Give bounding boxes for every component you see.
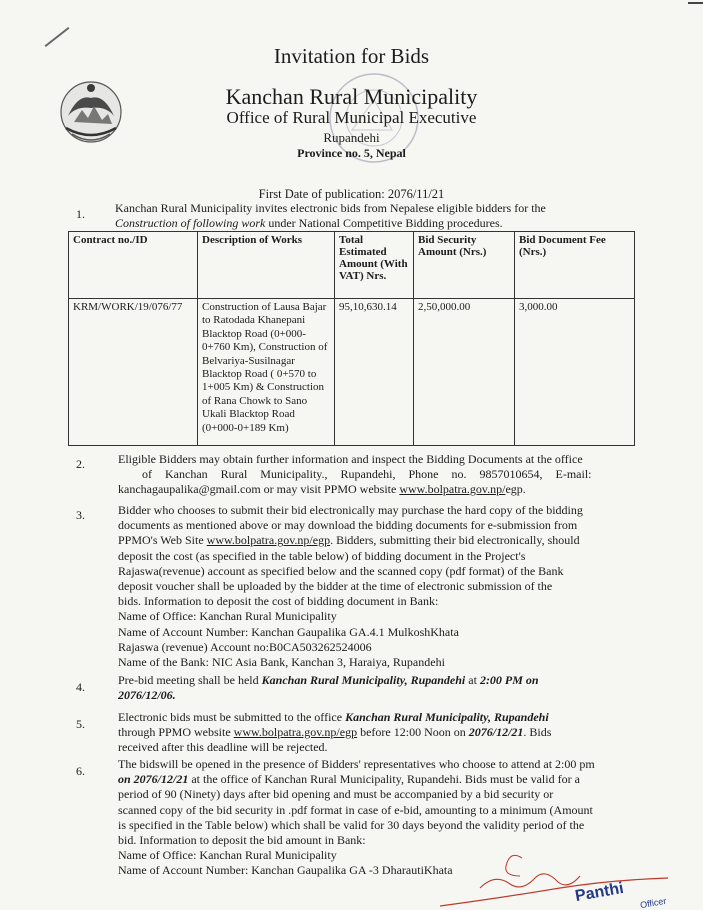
paragraph-number: 5. bbox=[76, 717, 85, 731]
text: PPMO's Web Site bbox=[118, 533, 207, 548]
signature bbox=[440, 848, 670, 908]
bank-info-line: Name of Office: Kanchan Rural Municipality bbox=[118, 848, 337, 863]
paragraph-number: 1. bbox=[76, 207, 85, 221]
bank-info-line: Name of Office: Kanchan Rural Municipality bbox=[118, 609, 337, 624]
text: under National Competitive Bidding procedures. bbox=[265, 216, 503, 231]
signature-name: Panthi bbox=[573, 879, 625, 906]
bank-info-line: Rajaswa (revenue) Account no:B0CA503262524006 bbox=[118, 639, 372, 654]
paragraph-5 bbox=[118, 710, 636, 756]
paragraph-line: deposit voucher shall be uploaded by the bidder at the time of electronic submission of the bbox=[118, 579, 553, 594]
paragraph-line: Rajaswa(revenue) account as specified below and the scanned copy (pdf format) of the Bank bbox=[118, 563, 564, 578]
paragraph-line: period of 90 (Ninety) days after bid opening and must be accompanied by a bid security or bbox=[118, 787, 554, 802]
paragraph-line bbox=[118, 533, 636, 548]
paragraph-line bbox=[118, 673, 636, 688]
paragraph-4 bbox=[118, 673, 636, 703]
bold-italic-text: on 2076/12/21 bbox=[118, 772, 189, 787]
text: at bbox=[465, 673, 480, 687]
text: at the office of Kanchan Rural Municipality, Rupandehi. Bids must be valid for a bbox=[188, 772, 580, 787]
paragraph-2 bbox=[118, 452, 636, 498]
paragraph-line: deposit the cost (as specified in the table below) of bidding document in the Project's bbox=[118, 548, 526, 563]
estimated-amount: 95,10,630.14 bbox=[335, 299, 414, 446]
bid-security: 2,50,000.00 bbox=[414, 299, 515, 446]
paragraph-line: bid. Information to deposit the bid amount in Bank: bbox=[118, 833, 366, 848]
municipality-name: Kanchan Rural Municipality bbox=[225, 84, 478, 109]
paragraph-3 bbox=[118, 503, 636, 670]
paragraph-line bbox=[118, 482, 636, 497]
signature-title: Officer bbox=[639, 895, 668, 910]
column-header: Bid Security Amount (Nrs.) bbox=[414, 232, 515, 299]
ppmo-link[interactable]: www.bolpatra.gov.np/egp bbox=[206, 533, 331, 548]
paragraph-line: The bidswill be opened in the presence of Bidders' representatives who choose to attend at 2:00 pm bbox=[118, 757, 595, 771]
paragraph-number: 3. bbox=[76, 508, 85, 522]
document-title: Invitation for Bids bbox=[273, 44, 430, 68]
paragraph-line bbox=[118, 710, 636, 725]
text: before 12:00 Noon on bbox=[357, 725, 469, 740]
ppmo-link[interactable]: www.bolpatra.gov.np/egp bbox=[233, 725, 358, 740]
text: Pre-bid meeting shall be held bbox=[118, 673, 262, 687]
paragraph-line: Eligible Bidders may obtain further information and inspect the Bidding Documents at the office bbox=[118, 452, 583, 466]
work-description: Construction of Lausa Bajar to Ratodada Khanepani Blacktop Road (0+000-0+760 Km), Construction of Belvariya-Susilnagar Blacktop Road ( 0+570 to 1+005 Km) & Construction of Rana Chowk to Sano Ukali Blacktop Road (0+000-0+189 Km) bbox=[198, 299, 335, 446]
district-name: Rupandehi bbox=[323, 130, 380, 145]
bold-italic-text: 2:00 PM on bbox=[479, 673, 539, 687]
bold-italic-text: Kanchan Rural Municipality, Rupandehi bbox=[345, 710, 549, 724]
edge-rule bbox=[688, 2, 703, 4]
bank-info-line: Name of the Bank: NIC Asia Bank, Kanchan 3, Haraiya, Rupandehi bbox=[118, 655, 445, 670]
text: through PPMO website bbox=[118, 725, 234, 740]
paragraph-line: scanned copy of the bid security in .pdf format in case of e-bid, amounting to a minimum (Amount bbox=[118, 802, 593, 817]
paragraph-number: 6. bbox=[76, 764, 85, 778]
bid-document-fee: 3,000.00 bbox=[515, 299, 635, 446]
bank-info-line: Name of Account Number: Kanchan Gaupalika GA -3 DharautiKhata bbox=[118, 863, 453, 878]
bank-info-line: Name of Account Number: Kanchan Gaupalika GA.4.1 MulkoshKhata bbox=[118, 624, 459, 639]
paragraph-number: 2. bbox=[76, 457, 85, 471]
text: kanchagaupalika@gmail.com or may visit PPMO website bbox=[118, 482, 400, 497]
paragraph-line bbox=[118, 772, 636, 787]
paragraph-1 bbox=[115, 201, 635, 231]
column-header: Contract no./ID bbox=[69, 232, 198, 299]
italic-text: Construction of following work bbox=[115, 216, 266, 231]
text: . Bidders, submitting their bid electronically, should bbox=[330, 533, 580, 548]
paragraph-line bbox=[118, 725, 636, 740]
column-header: Description of Works bbox=[198, 232, 335, 299]
contract-id: KRM/WORK/19/076/77 bbox=[69, 299, 198, 446]
meeting-date: 2076/12/06. bbox=[118, 688, 176, 703]
text: egp. bbox=[505, 482, 526, 497]
bold-italic-text: Kanchan Rural Municipality, Rupandehi bbox=[261, 673, 466, 687]
column-header: Total Estimated Amount (With VAT) Nrs. bbox=[335, 232, 414, 299]
paragraph-number: 4. bbox=[76, 680, 85, 694]
paragraph-line: of Kanchan Rural Municipality., Rupandehi, Phone no. 9857010654, E-mail: bbox=[142, 467, 592, 482]
publication-date: First Date of publication: 2076/11/21 bbox=[258, 187, 445, 201]
province-name: Province no. 5, Nepal bbox=[297, 146, 406, 160]
bid-table bbox=[68, 231, 635, 446]
paragraph-line: bids. Information to deposit the cost of bidding document in Bank: bbox=[118, 594, 439, 609]
text: Electronic bids must be submitted to the office bbox=[118, 710, 346, 724]
paragraph-line: is specified in the Table below) which shall be valid for 30 days beyond the validity period of the bbox=[118, 817, 585, 832]
table-header-row bbox=[69, 232, 635, 299]
paragraph-line: received after this deadline will be rejected. bbox=[118, 740, 328, 755]
paragraph-line: Bidder who chooses to submit their bid electronically may purchase the hard copy of the bidding bbox=[118, 503, 583, 517]
text: . Bids bbox=[523, 725, 552, 740]
ppmo-link[interactable]: www.bolpatra.gov.np/ bbox=[399, 482, 506, 497]
paragraph-line: documents as mentioned above or may download the bidding documents for e-submission from bbox=[118, 518, 578, 533]
office-name: Office of Rural Municipal Executive bbox=[226, 108, 477, 127]
table-row bbox=[69, 299, 635, 446]
paragraph-line: Kanchan Rural Municipality invites electronic bids from Nepalese eligible bidders for the bbox=[115, 201, 546, 215]
column-header: Bid Document Fee (Nrs.) bbox=[515, 232, 635, 299]
bold-italic-text: 2076/12/21 bbox=[468, 725, 524, 740]
paragraph-line bbox=[115, 216, 635, 231]
